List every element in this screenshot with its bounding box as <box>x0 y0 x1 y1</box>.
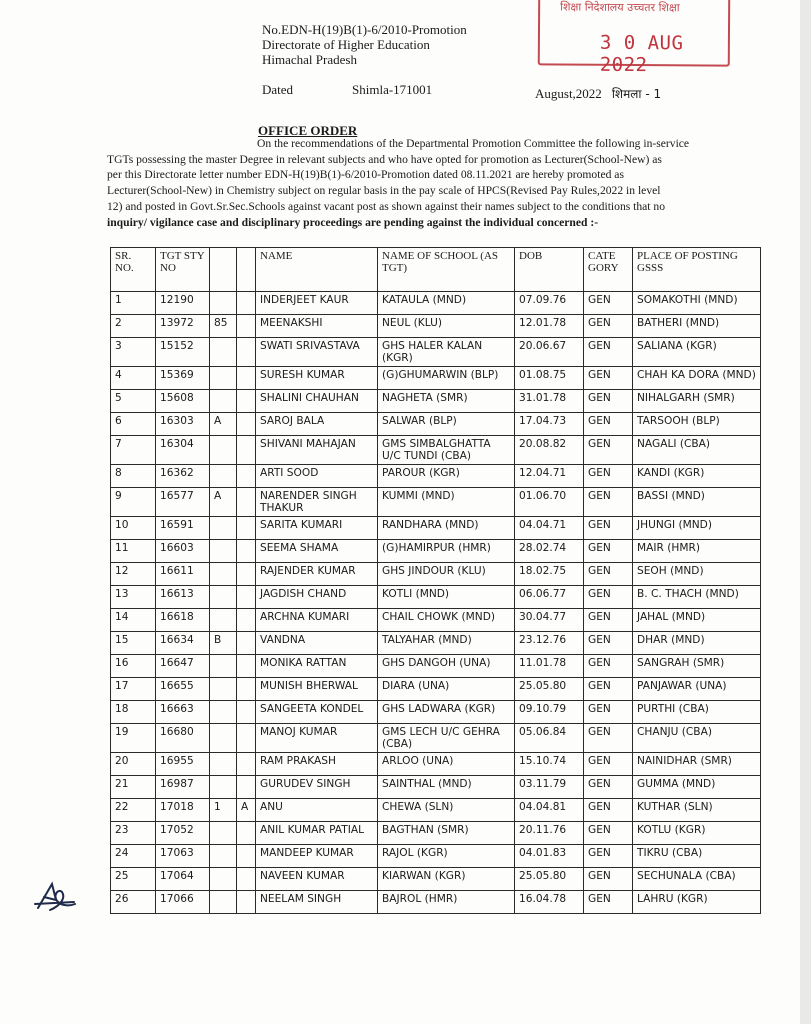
table-row <box>111 891 761 914</box>
cell-name: NAVEEN KUMAR <box>256 868 378 891</box>
cell-category: GEN <box>584 586 633 609</box>
cell-mark-1 <box>210 367 237 390</box>
cell-mark-1: A <box>210 488 237 517</box>
cell-mark-2 <box>237 465 256 488</box>
cell-school: KOTLI (MND) <box>378 586 515 609</box>
cell-tgt-sty-no: 16304 <box>156 436 210 465</box>
cell-tgt-sty-no: 16663 <box>156 701 210 724</box>
table-row <box>111 586 761 609</box>
cell-tgt-sty-no: 17064 <box>156 868 210 891</box>
cell-dob: 01.08.75 <box>515 367 584 390</box>
date-text: August,2022 <box>535 86 602 101</box>
cell-sr-no: 14 <box>111 609 156 632</box>
office-order-title: OFFICE ORDER <box>258 123 358 138</box>
cell-mark-1 <box>210 436 237 465</box>
cell-sr-no: 8 <box>111 465 156 488</box>
cell-mark-1: B <box>210 632 237 655</box>
dated-label: Dated <box>262 82 294 97</box>
cell-mark-2 <box>237 488 256 517</box>
table-row <box>111 465 761 488</box>
cell-place-of-posting: NIHALGARH (SMR) <box>633 390 761 413</box>
cell-dob: 15.10.74 <box>515 753 584 776</box>
cell-name: ANIL KUMAR PATIAL <box>256 822 378 845</box>
cell-category: GEN <box>584 465 633 488</box>
cell-dob: 17.04.73 <box>515 413 584 436</box>
cell-name: GURUDEV SINGH <box>256 776 378 799</box>
cell-mark-2 <box>237 540 256 563</box>
cell-name: VANDNA <box>256 632 378 655</box>
cell-tgt-sty-no: 17063 <box>156 845 210 868</box>
header-tgt-sty-no: TGT STY NO <box>156 248 210 292</box>
cell-tgt-sty-no: 16611 <box>156 563 210 586</box>
cell-name: SURESH KUMAR <box>256 367 378 390</box>
cell-name: MONIKA RATTAN <box>256 655 378 678</box>
order-line: per this Directorate letter number EDN-H(19)B(1)-6/2010-Promotion dated 08.11.2021 are hereby promoted as <box>107 168 624 182</box>
cell-school: (G)GHUMARWIN (BLP) <box>378 367 515 390</box>
cell-mark-2 <box>237 315 256 338</box>
cell-category: GEN <box>584 292 633 315</box>
cell-name: RAM PRAKASH <box>256 753 378 776</box>
cell-mark-1: 1 <box>210 799 237 822</box>
cell-place-of-posting: LAHRU (KGR) <box>633 891 761 914</box>
cell-sr-no: 11 <box>111 540 156 563</box>
cell-sr-no: 1 <box>111 292 156 315</box>
promotion-table <box>110 247 761 914</box>
cell-place-of-posting: NAINIDHAR (SMR) <box>633 753 761 776</box>
order-body <box>107 136 759 230</box>
cell-mark-2 <box>237 753 256 776</box>
cell-mark-2 <box>237 845 256 868</box>
cell-sr-no: 7 <box>111 436 156 465</box>
cell-mark-1 <box>210 678 237 701</box>
cell-place-of-posting: CHAH KA DORA (MND) <box>633 367 761 390</box>
cell-mark-2 <box>237 563 256 586</box>
cell-place-of-posting: NAGALI (CBA) <box>633 436 761 465</box>
cell-school: DIARA (UNA) <box>378 678 515 701</box>
cell-name: SARITA KUMARI <box>256 517 378 540</box>
table-row <box>111 845 761 868</box>
cell-tgt-sty-no: 16634 <box>156 632 210 655</box>
table-row <box>111 517 761 540</box>
cell-school: SAINTHAL (MND) <box>378 776 515 799</box>
cell-place-of-posting: SEOH (MND) <box>633 563 761 586</box>
cell-school: RANDHARA (MND) <box>378 517 515 540</box>
directorate-name: Directorate of Higher Education <box>262 37 430 52</box>
cell-tgt-sty-no: 16591 <box>156 517 210 540</box>
cell-category: GEN <box>584 655 633 678</box>
cell-place-of-posting: TARSOOH (BLP) <box>633 413 761 436</box>
hindi-place: शिमला - 1 <box>611 87 662 101</box>
cell-category: GEN <box>584 891 633 914</box>
cell-dob: 28.02.74 <box>515 540 584 563</box>
cell-dob: 16.04.78 <box>515 891 584 914</box>
cell-name: SHIVANI MAHAJAN <box>256 436 378 465</box>
order-line: 12) and posted in Govt.Sr.Sec.Schools against vacant post as shown against their names subject to the conditions that no <box>107 199 666 213</box>
cell-school: CHAIL CHOWK (MND) <box>378 609 515 632</box>
cell-mark-1 <box>210 776 237 799</box>
cell-mark-1 <box>210 563 237 586</box>
cell-mark-2 <box>237 701 256 724</box>
cell-place-of-posting: PURTHI (CBA) <box>633 701 761 724</box>
cell-mark-2 <box>237 891 256 914</box>
cell-sr-no: 19 <box>111 724 156 753</box>
cell-place-of-posting: KUTHAR (SLN) <box>633 799 761 822</box>
cell-dob: 20.06.67 <box>515 338 584 367</box>
cell-sr-no: 4 <box>111 367 156 390</box>
cell-dob: 20.11.76 <box>515 822 584 845</box>
cell-sr-no: 17 <box>111 678 156 701</box>
cell-mark-2 <box>237 609 256 632</box>
cell-place-of-posting: CHANJU (CBA) <box>633 724 761 753</box>
cell-sr-no: 10 <box>111 517 156 540</box>
letter-header <box>262 22 467 67</box>
cell-sr-no: 3 <box>111 338 156 367</box>
cell-category: GEN <box>584 822 633 845</box>
cell-category: GEN <box>584 517 633 540</box>
table-body <box>111 292 761 914</box>
cell-category: GEN <box>584 678 633 701</box>
cell-mark-1 <box>210 540 237 563</box>
cell-category: GEN <box>584 724 633 753</box>
cell-dob: 09.10.79 <box>515 701 584 724</box>
cell-dob: 01.06.70 <box>515 488 584 517</box>
table-row <box>111 868 761 891</box>
cell-name: SANGEETA KONDEL <box>256 701 378 724</box>
header-mark-1 <box>210 248 237 292</box>
cell-tgt-sty-no: 16613 <box>156 586 210 609</box>
table-row <box>111 701 761 724</box>
cell-tgt-sty-no: 17052 <box>156 822 210 845</box>
table-row <box>111 609 761 632</box>
cell-place-of-posting: GUMMA (MND) <box>633 776 761 799</box>
place-line: Shimla-171001 <box>352 82 433 97</box>
cell-mark-1 <box>210 338 237 367</box>
cell-name: NEELAM SINGH <box>256 891 378 914</box>
cell-sr-no: 5 <box>111 390 156 413</box>
order-line: Lecturer(School-New) in Chemistry subject on regular basis in the pay scale of HPCS(Revised Pay Rules,2022 in level <box>107 184 661 198</box>
cell-tgt-sty-no: 16603 <box>156 540 210 563</box>
cell-tgt-sty-no: 15152 <box>156 338 210 367</box>
cell-tgt-sty-no: 15608 <box>156 390 210 413</box>
cell-name: ARTI SOOD <box>256 465 378 488</box>
cell-place-of-posting: DHAR (MND) <box>633 632 761 655</box>
table-row <box>111 632 761 655</box>
cell-mark-1 <box>210 822 237 845</box>
cell-name: MANOJ KUMAR <box>256 724 378 753</box>
cell-dob: 04.04.81 <box>515 799 584 822</box>
table-row <box>111 413 761 436</box>
cell-dob: 04.01.83 <box>515 845 584 868</box>
cell-mark-2 <box>237 390 256 413</box>
cell-category: GEN <box>584 338 633 367</box>
cell-mark-1 <box>210 845 237 868</box>
stamp-office-text: शिक्षा निदेशालय उच्चतर शिक्षा <box>560 0 680 15</box>
cell-place-of-posting: BATHERI (MND) <box>633 315 761 338</box>
cell-mark-2 <box>237 724 256 753</box>
cell-place-of-posting: TIKRU (CBA) <box>633 845 761 868</box>
header-school: NAME OF SCHOOL (AS TGT) <box>378 248 515 292</box>
table-row <box>111 436 761 465</box>
cell-tgt-sty-no: 16955 <box>156 753 210 776</box>
cell-category: GEN <box>584 753 633 776</box>
cell-category: GEN <box>584 701 633 724</box>
cell-mark-1: A <box>210 413 237 436</box>
cell-sr-no: 9 <box>111 488 156 517</box>
cell-dob: 25.05.80 <box>515 868 584 891</box>
cell-sr-no: 12 <box>111 563 156 586</box>
table-row <box>111 822 761 845</box>
date-line <box>535 85 661 102</box>
cell-category: GEN <box>584 868 633 891</box>
table-row <box>111 563 761 586</box>
cell-sr-no: 20 <box>111 753 156 776</box>
header-mark-2 <box>237 248 256 292</box>
cell-mark-2 <box>237 632 256 655</box>
cell-name: SHALINI CHAUHAN <box>256 390 378 413</box>
cell-mark-1: 85 <box>210 315 237 338</box>
cell-dob: 06.06.77 <box>515 586 584 609</box>
cell-school: GHS JINDOUR (KLU) <box>378 563 515 586</box>
cell-place-of-posting: MAIR (HMR) <box>633 540 761 563</box>
cell-mark-2 <box>237 868 256 891</box>
cell-sr-no: 26 <box>111 891 156 914</box>
cell-dob: 31.01.78 <box>515 390 584 413</box>
table-row <box>111 655 761 678</box>
cell-dob: 05.06.84 <box>515 724 584 753</box>
cell-mark-2 <box>237 822 256 845</box>
cell-name: SWATI SRIVASTAVA <box>256 338 378 367</box>
cell-school: KATAULA (MND) <box>378 292 515 315</box>
page-edge-shadow <box>800 0 811 1024</box>
cell-mark-1 <box>210 517 237 540</box>
cell-mark-2 <box>237 338 256 367</box>
cell-mark-1 <box>210 609 237 632</box>
table-row <box>111 753 761 776</box>
cell-school: GHS HALER KALAN (KGR) <box>378 338 515 367</box>
cell-tgt-sty-no: 16647 <box>156 655 210 678</box>
cell-category: GEN <box>584 632 633 655</box>
cell-mark-1 <box>210 701 237 724</box>
cell-dob: 30.04.77 <box>515 609 584 632</box>
cell-school: RAJOL (KGR) <box>378 845 515 868</box>
signature-mark <box>32 880 78 914</box>
cell-name: SAROJ BALA <box>256 413 378 436</box>
cell-tgt-sty-no: 16303 <box>156 413 210 436</box>
cell-sr-no: 23 <box>111 822 156 845</box>
cell-sr-no: 22 <box>111 799 156 822</box>
cell-mark-2: A <box>237 799 256 822</box>
cell-tgt-sty-no: 17066 <box>156 891 210 914</box>
header-dob: DOB <box>515 248 584 292</box>
cell-dob: 07.09.76 <box>515 292 584 315</box>
cell-tgt-sty-no: 16577 <box>156 488 210 517</box>
order-line: TGTs possessing the master Degree in relevant subjects and who have opted for promotion as Lecturer(School-New) as <box>107 152 662 166</box>
cell-school: KUMMI (MND) <box>378 488 515 517</box>
cell-sr-no: 18 <box>111 701 156 724</box>
table-row <box>111 678 761 701</box>
cell-mark-1 <box>210 753 237 776</box>
cell-dob: 03.11.79 <box>515 776 584 799</box>
cell-mark-1 <box>210 891 237 914</box>
cell-name: MUNISH BHERWAL <box>256 678 378 701</box>
cell-school: SALWAR (BLP) <box>378 413 515 436</box>
table-header-row <box>111 248 761 292</box>
cell-category: GEN <box>584 367 633 390</box>
cell-category: GEN <box>584 845 633 868</box>
cell-sr-no: 2 <box>111 315 156 338</box>
cell-place-of-posting: SECHUNALA (CBA) <box>633 868 761 891</box>
cell-sr-no: 21 <box>111 776 156 799</box>
cell-school: GHS DANGOH (UNA) <box>378 655 515 678</box>
cell-tgt-sty-no: 16987 <box>156 776 210 799</box>
cell-dob: 11.01.78 <box>515 655 584 678</box>
cell-sr-no: 25 <box>111 868 156 891</box>
cell-school: NEUL (KLU) <box>378 315 515 338</box>
table-row <box>111 540 761 563</box>
cell-school: GHS LADWARA (KGR) <box>378 701 515 724</box>
cell-name: ARCHNA KUMARI <box>256 609 378 632</box>
cell-mark-2 <box>237 655 256 678</box>
cell-name: JAGDISH CHAND <box>256 586 378 609</box>
table-row <box>111 338 761 367</box>
cell-mark-1 <box>210 655 237 678</box>
header-category: CATE GORY <box>584 248 633 292</box>
cell-school: NAGHETA (SMR) <box>378 390 515 413</box>
cell-name: ANU <box>256 799 378 822</box>
cell-mark-1 <box>210 465 237 488</box>
table-row <box>111 724 761 753</box>
cell-mark-2 <box>237 776 256 799</box>
cell-place-of-posting: JHUNGI (MND) <box>633 517 761 540</box>
cell-tgt-sty-no: 17018 <box>156 799 210 822</box>
state-name: Himachal Pradesh <box>262 52 357 67</box>
cell-category: GEN <box>584 315 633 338</box>
header-name: NAME <box>256 248 378 292</box>
cell-mark-2 <box>237 367 256 390</box>
cell-school: CHEWA (SLN) <box>378 799 515 822</box>
cell-dob: 12.04.71 <box>515 465 584 488</box>
cell-school: GMS SIMBALGHATTA U/C TUNDI (CBA) <box>378 436 515 465</box>
cell-place-of-posting: B. C. THACH (MND) <box>633 586 761 609</box>
cell-place-of-posting: JAHAL (MND) <box>633 609 761 632</box>
cell-tgt-sty-no: 16362 <box>156 465 210 488</box>
cell-category: GEN <box>584 413 633 436</box>
table-row <box>111 488 761 517</box>
cell-school: (G)HAMIRPUR (HMR) <box>378 540 515 563</box>
cell-name: RAJENDER KUMAR <box>256 563 378 586</box>
cell-place-of-posting: KANDI (KGR) <box>633 465 761 488</box>
cell-mark-1 <box>210 586 237 609</box>
cell-dob: 23.12.76 <box>515 632 584 655</box>
cell-name: SEEMA SHAMA <box>256 540 378 563</box>
order-line: inquiry/ vigilance case and disciplinary proceedings are pending against the individual concerned :- <box>107 215 599 229</box>
cell-mark-1 <box>210 868 237 891</box>
cell-school: BAGTHAN (SMR) <box>378 822 515 845</box>
cell-sr-no: 16 <box>111 655 156 678</box>
cell-mark-1 <box>210 292 237 315</box>
cell-dob: 20.08.82 <box>515 436 584 465</box>
cell-category: GEN <box>584 563 633 586</box>
cell-school: KIARWAN (KGR) <box>378 868 515 891</box>
cell-school: BAJROL (HMR) <box>378 891 515 914</box>
cell-category: GEN <box>584 609 633 632</box>
cell-mark-2 <box>237 517 256 540</box>
order-line: On the recommendations of the Departmental Promotion Committee the following in-service <box>257 137 690 150</box>
table-row <box>111 390 761 413</box>
cell-place-of-posting: PANJAWAR (UNA) <box>633 678 761 701</box>
cell-place-of-posting: BASSI (MND) <box>633 488 761 517</box>
cell-mark-2 <box>237 436 256 465</box>
cell-mark-1 <box>210 390 237 413</box>
cell-place-of-posting: SANGRAH (SMR) <box>633 655 761 678</box>
cell-sr-no: 6 <box>111 413 156 436</box>
cell-dob: 04.04.71 <box>515 517 584 540</box>
table-row <box>111 367 761 390</box>
cell-sr-no: 15 <box>111 632 156 655</box>
cell-sr-no: 13 <box>111 586 156 609</box>
cell-name: NARENDER SINGH THAKUR <box>256 488 378 517</box>
cell-mark-2 <box>237 292 256 315</box>
cell-school: GMS LECH U/C GEHRA (CBA) <box>378 724 515 753</box>
cell-school: ARLOO (UNA) <box>378 753 515 776</box>
cell-sr-no: 24 <box>111 845 156 868</box>
cell-dob: 25.05.80 <box>515 678 584 701</box>
header-place-of-posting: PLACE OF POSTING GSSS <box>633 248 761 292</box>
cell-name: INDERJEET KAUR <box>256 292 378 315</box>
table-row <box>111 292 761 315</box>
header-sr-no: SR. NO. <box>111 248 156 292</box>
cell-place-of-posting: SOMAKOTHI (MND) <box>633 292 761 315</box>
cell-school: TALYAHAR (MND) <box>378 632 515 655</box>
cell-tgt-sty-no: 16680 <box>156 724 210 753</box>
cell-category: GEN <box>584 390 633 413</box>
stamp-date: 3 0 AUG 2022 <box>599 31 684 77</box>
cell-place-of-posting: KOTLU (KGR) <box>633 822 761 845</box>
cell-category: GEN <box>584 436 633 465</box>
received-stamp <box>538 0 731 77</box>
cell-mark-1 <box>210 724 237 753</box>
cell-dob: 12.01.78 <box>515 315 584 338</box>
reference-number: No.EDN-H(19)B(1)-6/2010-Promotion <box>262 22 467 37</box>
table-row <box>111 776 761 799</box>
cell-tgt-sty-no: 13972 <box>156 315 210 338</box>
cell-tgt-sty-no: 16618 <box>156 609 210 632</box>
cell-category: GEN <box>584 488 633 517</box>
cell-category: GEN <box>584 776 633 799</box>
cell-tgt-sty-no: 16655 <box>156 678 210 701</box>
cell-category: GEN <box>584 799 633 822</box>
cell-tgt-sty-no: 12190 <box>156 292 210 315</box>
cell-mark-2 <box>237 586 256 609</box>
cell-name: MANDEEP KUMAR <box>256 845 378 868</box>
table-row <box>111 315 761 338</box>
cell-dob: 18.02.75 <box>515 563 584 586</box>
cell-name: MEENAKSHI <box>256 315 378 338</box>
cell-mark-2 <box>237 678 256 701</box>
cell-school: PAROUR (KGR) <box>378 465 515 488</box>
cell-tgt-sty-no: 15369 <box>156 367 210 390</box>
cell-mark-2 <box>237 413 256 436</box>
cell-place-of-posting: SALIANA (KGR) <box>633 338 761 367</box>
cell-category: GEN <box>584 540 633 563</box>
table-row <box>111 799 761 822</box>
